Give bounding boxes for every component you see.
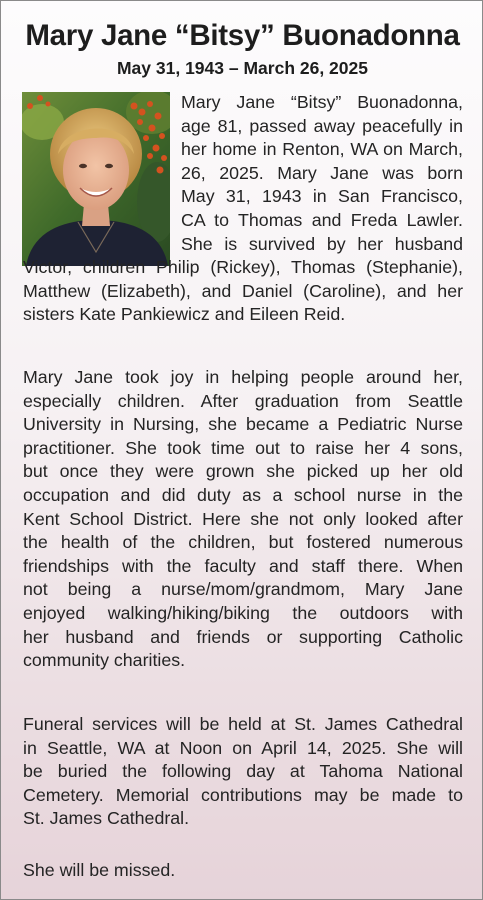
paragraph-line: Cemetery. Memorial contributions may be made to: [23, 784, 463, 805]
paragraph-line: not being a nurse/mom/grandmom, Mary Jane: [23, 579, 463, 600]
paragraph-line: practitioner. She took time out to raise her 4 sons,: [23, 437, 463, 458]
paragraph-line: St. James Cathedral.: [23, 808, 190, 829]
paragraph-line: Mary Jane took joy in helping people around her,: [23, 367, 463, 387]
paragraph-line: her husband and friends or supporting Catholic: [23, 626, 463, 647]
obituary-dates: May 31, 1943 – March 26, 2025: [116, 58, 368, 78]
paragraph-line: She is survived by her husband: [181, 233, 463, 254]
paragraph-line: CA to Thomas and Freda Lawler.: [181, 209, 463, 230]
paragraph-line: community charities.: [23, 650, 186, 671]
paragraph-line: Victor, children Philip (Rickey), Thomas (Stephanie),: [23, 257, 463, 278]
paragraph-line: her home in Renton, WA on March,: [181, 139, 463, 160]
paragraph-line: University in Nursing, she became a Pediatric Nurse: [23, 414, 463, 435]
paragraph-line: but once they were grown she picked up her old: [23, 461, 463, 482]
paragraph-line: Mary Jane “Bitsy” Buonadonna,: [181, 92, 463, 112]
paragraph-line: enjoyed walking/hiking/biking the outdoors with: [23, 602, 463, 623]
paragraph-line: occupation and did duty as a school nurse in the: [23, 484, 463, 505]
paragraph-line: friendships with the faculty and staff there. When: [23, 555, 463, 576]
paragraph-line: May 31, 1943 in San Francisco,: [181, 186, 463, 207]
obituary-paragraph-1: [23, 91, 463, 327]
paragraph-line: sisters Kate Pankiewicz and Eileen Reid.: [23, 304, 346, 325]
paragraph-line: the health of the children, but fostered numerous: [23, 532, 463, 553]
paragraph-line: especially children. After graduation from Seattle: [23, 390, 463, 411]
paragraph-line: in Seattle, WA at Noon on April 14, 2025. She will: [23, 737, 463, 758]
obituary-closing: [23, 859, 463, 883]
paragraph-line: Kent School District. Here she not only looked after: [23, 508, 463, 529]
paragraph-line: age 81, passed away peacefully in: [181, 115, 463, 136]
paragraph-line: be buried the following day at Tahoma National: [23, 761, 463, 782]
paragraph-line: Funeral services will be held at St. James Cathedral: [23, 714, 463, 734]
obituary-name: Mary Jane “Bitsy” Buonadonna: [25, 19, 460, 52]
closing-line: She will be missed.: [23, 860, 176, 880]
paragraph-line: 26, 2025. Mary Jane was born: [181, 162, 463, 183]
obituary-paragraph-2: [23, 366, 463, 673]
paragraph-line: Matthew (Elizabeth), and Daniel (Caroline), and her: [23, 280, 463, 301]
obituary-paragraph-3: [23, 713, 463, 831]
